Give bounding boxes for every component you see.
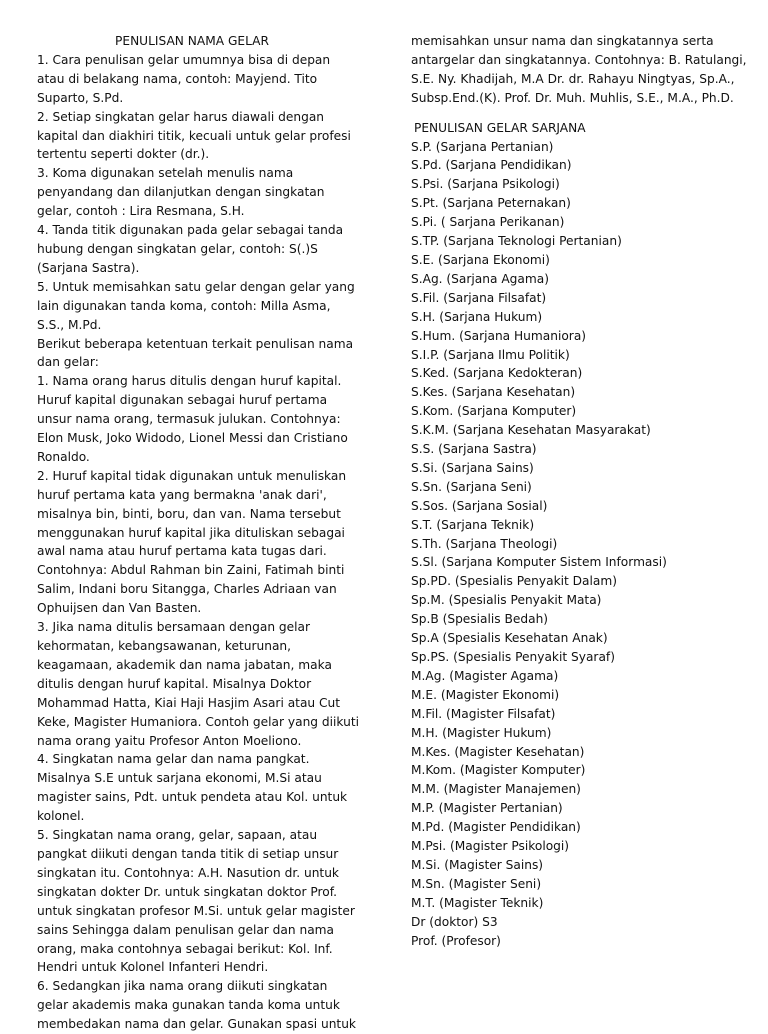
degree-item: S.I.P. (Sarjana Ilmu Politik): [411, 347, 570, 362]
degree-item: S.Kom. (Sarjana Komputer): [411, 404, 577, 419]
degree-item: M.Sn. (Magister Seni): [411, 876, 542, 891]
degree-item: M.Fil. (Magister Filsafat): [411, 706, 556, 721]
degree-item: S.K.M. (Sarjana Kesehatan Masyarakat): [411, 423, 651, 438]
degree-item: S.Ag. (Sarjana Agama): [411, 271, 549, 286]
degree-item: S.Pd. (Sarjana Pendidikan): [411, 158, 572, 173]
degree-item: S.Sos. (Sarjana Sosial): [411, 498, 548, 513]
degree-item: S.S. (Sarjana Sastra): [411, 442, 537, 457]
degree-item: S.P. (Sarjana Pertanian): [411, 139, 554, 154]
degree-item: Sp.PS. (Spesialis Penyakit Syaraf): [411, 650, 615, 664]
degree-item: S.Si. (Sarjana Sains): [411, 460, 534, 475]
degree-item: M.Psi. (Magister Psikologi): [411, 839, 570, 854]
degree-item: M.Pd. (Magister Pendidikan): [411, 820, 581, 835]
section-title-nama-gelar: PENULISAN NAMA GELAR: [115, 34, 269, 48]
degree-item: S.Hum. (Sarjana Humaniora): [411, 328, 587, 343]
degree-item: M.P. (Magister Pertanian): [411, 801, 563, 816]
degree-item: S.Th. (Sarjana Theologi): [411, 536, 558, 551]
paragraph: Berikut beberapa ketentuan terkait penulisan nama dan gelar:: [37, 336, 354, 370]
paragraph: 1. Cara penulisan gelar umumnya bisa di depan atau di belakang nama, contoh: Mayjend. Tito Suparto, S.Pd.: [37, 52, 331, 105]
paragraph: 6. Sedangkan jika nama orang diikuti singkatan gelar akademis maka gunakan tanda koma untuk membedakan nama dan gelar. Gunakan spasi untuk: [37, 979, 356, 1032]
degree-item: S.Ked. (Sarjana Kedokteran): [411, 366, 583, 381]
degree-item: Sp.B (Spesialis Bedah): [411, 612, 549, 627]
degree-item: M.Ag. (Magister Agama): [411, 668, 559, 683]
degree-item: S.Pt. (Sarjana Peternakan): [411, 196, 571, 211]
paragraph: 2. Setiap singkatan gelar harus diawali dengan kapital dan diakhiri titik, kecuali untuk gelar profesi tertentu seperti dokter (dr.).: [37, 109, 351, 162]
degree-item: M.Kes. (Magister Kesehatan): [411, 744, 585, 759]
degree-item: S.Pi. ( Sarjana Perikanan): [411, 215, 565, 230]
degree-item: S.E. (Sarjana Ekonomi): [411, 252, 550, 267]
degree-item: S.Kes. (Sarjana Kesehatan): [411, 385, 576, 400]
paragraph: 3. Jika nama ditulis bersamaan dengan gelar kehormatan, kebangsawanan, keturunan, keagamaan, akademik dan nama jabatan, maka ditulis dengan huruf kapital. Misalnya Doktor Mohammad Hatta, Kiai Haji Hasjim Asari atau Cut Keke, Magister Humaniora. Contoh gelar yang diikuti nama orang yaitu Profesor Anton Moeliono.: [37, 620, 359, 748]
paragraph: 5. Singkatan nama orang, gelar, sapaan, atau pangkat diikuti dengan tanda titik di setiap unsur singkatan itu. Contohnya: A.H. Nasution dr. untuk singkatan dokter Dr. untuk singkatan doktor Prof. untuk singkatan profesor M.Si. untuk gelar magister sains Sehingga dalam penulisan gelar dan nama orang, maka contohnya sebagai berikut: Kol. Inf. Hendri untuk Kolonel Infanteri Hendri.: [37, 828, 355, 975]
degree-item: Sp.PD. (Spesialis Penyakit Dalam): [411, 574, 618, 589]
degree-item: S.T. (Sarjana Teknik): [411, 517, 535, 532]
paragraph: 5. Untuk memisahkan satu gelar dengan gelar yang lain digunakan tanda koma, contoh: Milla Asma, S.S., M.Pd.: [37, 279, 355, 332]
paragraph: 4. Singkatan nama gelar dan nama pangkat. Misalnya S.E untuk sarjana ekonomi, M.Si atau magister sains, Pdt. untuk pendeta atau Kol. untuk kolonel.: [37, 752, 348, 824]
section-title-gelar-sarjana: PENULISAN GELAR SARJANA: [414, 120, 586, 135]
degree-list: [411, 138, 747, 951]
paragraph: 1. Nama orang harus ditulis dengan huruf kapital. Huruf kapital digunakan sebagai huruf pertama unsur nama orang, termasuk julukan. Contohnya: Elon Musk, Joko Widodo, Lionel Messi dan Cristiano Ronaldo.: [37, 374, 348, 464]
paragraph-continuation: memisahkan unsur nama dan singkatannya serta antargelar dan singkatannya. Contohnya: B. Ratulangi, S.E. Ny. Khadijah, M.A Dr. dr. Rahayu Ningtyas, Sp.A., Subsp.End.(K). Prof. Dr. Muh. Muhlis, S.E., M.A., Ph.D.: [411, 34, 747, 105]
degree-item: M.T. (Magister Teknik): [411, 895, 544, 910]
degree-item: Dr (doktor) S3: [411, 914, 498, 929]
degree-item: S.Sl. (Sarjana Komputer Sistem Informasi): [411, 555, 667, 570]
degree-item: S.TP. (Sarjana Teknologi Pertanian): [411, 234, 622, 249]
degree-item: Sp.A (Spesialis Kesehatan Anak): [411, 631, 608, 646]
degree-item: M.M. (Magister Manajemen): [411, 782, 581, 797]
paragraph: 2. Huruf kapital tidak digunakan untuk menuliskan huruf pertama kata yang bermakna 'anak dari', misalnya bin, binti, boru, dan van. Nama tersebut menggunakan huruf kapital jika dituliskan sebagai awal nama atau huruf pertama kata tugas dari. Contohnya: Abdul Rahman bin Zaini, Fatimah binti Salim, Indani boru Sitangga, Charles Adriaan van Ophuijsen dan Van Basten.: [37, 468, 347, 616]
degree-item: M.E. (Magister Ekonomi): [411, 687, 560, 702]
degree-item: Prof. (Profesor): [411, 933, 501, 948]
paragraph: 4. Tanda titik digunakan pada gelar sebagai tanda hubung dengan singkatan gelar, contoh: S(.)S (Sarjana Sastra).: [37, 223, 344, 275]
degree-item: S.Psi. (Sarjana Psikologi): [411, 177, 560, 192]
degree-item: S.H. (Sarjana Hukum): [411, 309, 543, 324]
degree-item: Sp.M. (Spesialis Penyakit Mata): [411, 593, 602, 608]
degree-item: M.H. (Magister Hukum): [411, 725, 552, 740]
right-column: [411, 32, 747, 951]
degree-item: M.Kom. (Magister Komputer): [411, 763, 586, 778]
paragraph: 3. Koma digunakan setelah menulis nama penyandang dan dilanjutkan dengan singkatan gelar, contoh : Lira Resmana, S.H.: [37, 166, 325, 219]
degree-item: M.Si. (Magister Sains): [411, 857, 544, 872]
left-column: [37, 32, 361, 1034]
degree-item: S.Sn. (Sarjana Seni): [411, 479, 532, 494]
degree-item: S.Fil. (Sarjana Filsafat): [411, 290, 547, 305]
